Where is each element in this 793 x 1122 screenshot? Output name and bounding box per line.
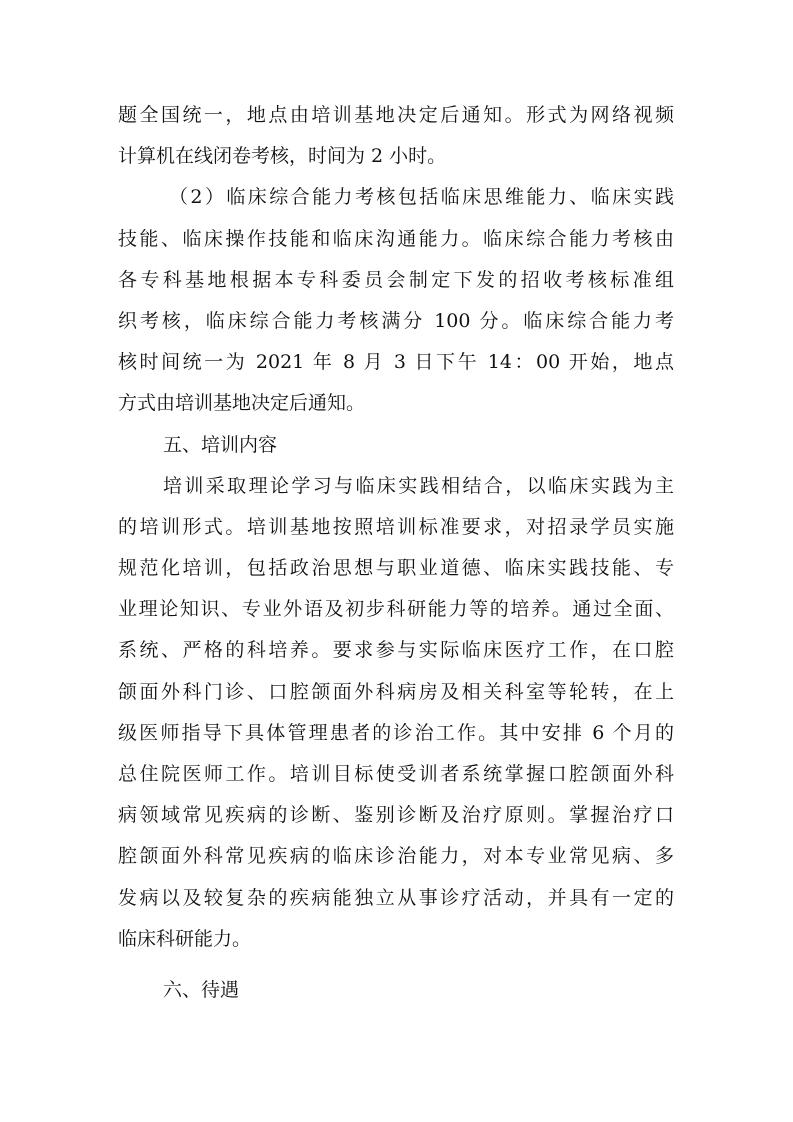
text-line: 题全国统一，地点由培训基地决定后通知。形式为网络视频	[118, 104, 674, 126]
text-line: 发病以及较复杂的疾病能独立从事诊疗活动，并具有一定的	[118, 886, 674, 909]
paragraph-training-content	[118, 466, 674, 960]
text-line: 总住院医师工作。培训目标使受训者系统掌握口腔颌面外科	[118, 763, 674, 785]
text-line: 计算机在线闭卷考核，时间为 2 小时。	[118, 145, 447, 168]
paragraph-exam-format	[118, 95, 674, 177]
text-line: （2）临床综合能力考核包括临床思维能力、临床实践	[169, 186, 674, 209]
text-line: 核时间统一为 2021 年 8 月 3 日下午 14：00 开始，地点	[118, 351, 674, 374]
text-line: 各专科基地根据本专科委员会制定下发的招收考核标准组	[118, 268, 674, 291]
text-line: 临床科研能力。	[118, 927, 252, 950]
text-line: 的培训形式。培训基地按照培训标准要求，对招录学员实施	[118, 515, 674, 538]
text-line: 颌面外科门诊、口腔颌面外科病房及相关科室等轮转，在上	[118, 680, 674, 703]
text-line: 系统、严格的科培养。要求参与实际临床医疗工作，在口腔	[118, 639, 674, 662]
text-line: 方式由培训基地决定后通知。	[118, 392, 366, 415]
spacer	[118, 960, 674, 970]
text-line: 规范化培训，包括政治思想与职业道德、临床实践技能、专	[118, 557, 674, 580]
text-line: 织考核，临床综合能力考核满分 100 分。临床综合能力考	[118, 309, 674, 332]
text-line: 病领域常见疾病的诊断、鉴别诊断及治疗原则。掌握治疗口	[118, 804, 674, 827]
text-line: 培训采取理论学习与临床实践相结合，以临床实践为主	[163, 474, 674, 497]
text-line: 腔颌面外科常见疾病的临床诊治能力，对本专业常见病、多	[118, 845, 674, 868]
text-line: 技能、临床操作技能和临床沟通能力。临床综合能力考核由	[118, 227, 674, 250]
section-heading-benefits: 六、待遇	[163, 978, 240, 1001]
text-line: 业理论知识、专业外语及初步科研能力等的培养。通过全面、	[118, 598, 674, 621]
section-heading-training-content: 五、培训内容	[163, 433, 278, 456]
text-line: 级医师指导下具体管理患者的诊治工作。其中安排 6 个月的	[118, 721, 674, 744]
document-body	[118, 95, 674, 1011]
paragraph-clinical-assessment	[118, 177, 674, 424]
